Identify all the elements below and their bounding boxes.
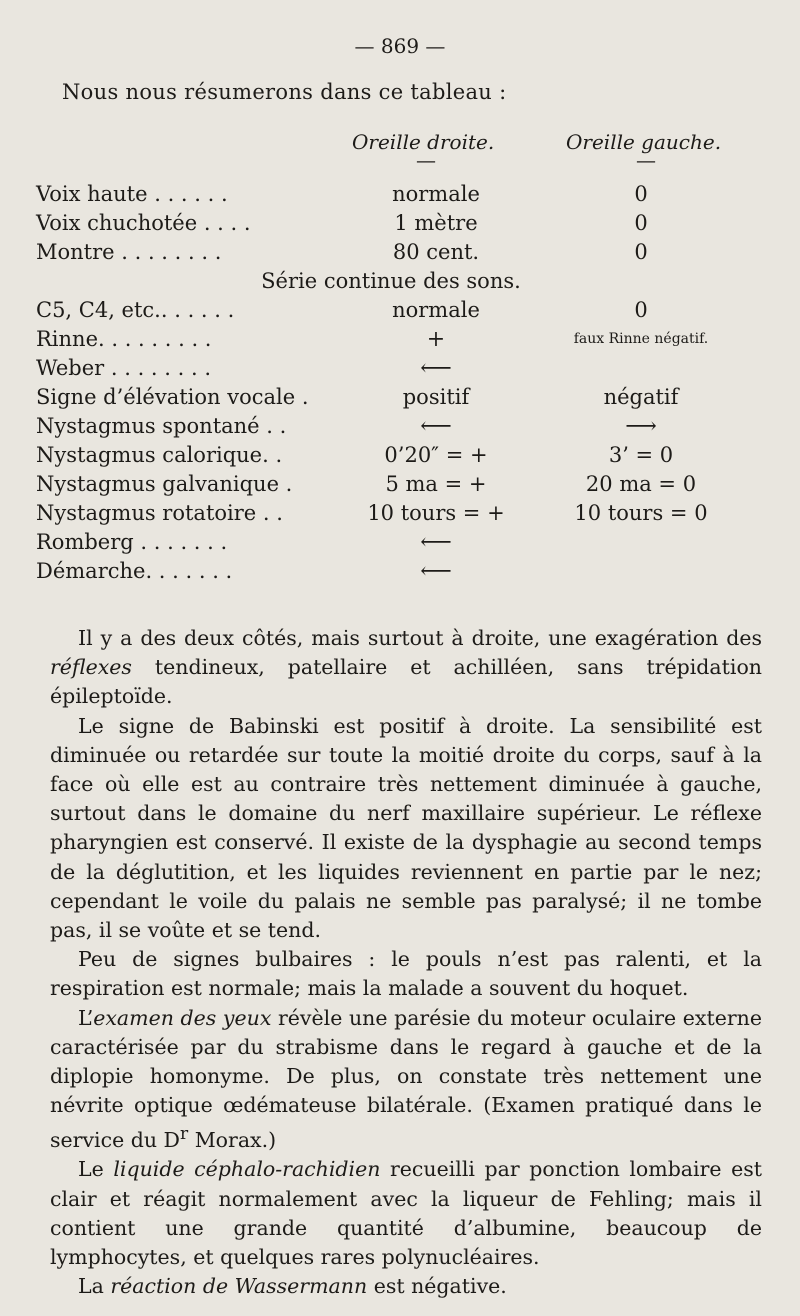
column-header-left: Oreille gauche. (566, 130, 722, 154)
right-ear-value: 10 tours = + (367, 501, 505, 525)
text-run: L’ (78, 1005, 94, 1030)
left-ear-value: 20 ma = 0 (585, 472, 697, 496)
left-ear-value: 0 (634, 298, 648, 322)
table-row (36, 209, 746, 238)
right-ear-value: + (426, 327, 446, 352)
page-number: — 869 — (354, 34, 446, 58)
ear-exam-table (36, 180, 746, 586)
left-arrow-icon: ⟵ (420, 414, 452, 439)
left-arrow-icon: ⟵ (420, 530, 452, 555)
right-ear-value: normale (392, 298, 480, 322)
left-ear-value: 0 (634, 182, 648, 206)
left-ear-value: faux Rinne négatif. (573, 331, 709, 347)
superscript: r (180, 1124, 189, 1145)
paragraph-wassermann (50, 1272, 762, 1301)
row-label: Démarche. . . . . . . (36, 559, 233, 583)
column-dash-right: — (416, 148, 436, 172)
italic-term: réaction de Wassermann (110, 1274, 368, 1299)
table-row (36, 441, 746, 470)
right-arrow-icon: ⟶ (625, 414, 657, 439)
table-section-row (36, 267, 746, 296)
table-row (36, 470, 746, 499)
column-dash-left: — (636, 148, 656, 172)
text-run: révèle une parésie du moteur oculaire externe caractérisée par du strabisme dans le regard à gauche et de la diplopie homonyme. De plus, on constate très nettement une névrite optique œdémateuse bilatérale. (Examen pratiqué dans le service du D (50, 1005, 762, 1153)
table-row (36, 296, 746, 325)
row-label: Weber . . . . . . . . (36, 356, 212, 380)
table-row (36, 412, 746, 441)
paragraph-reflexes (50, 624, 762, 712)
section-heading: Série continue des sons. (261, 269, 521, 293)
left-ear-value (536, 528, 746, 557)
row-label: Nystagmus calorique. . (36, 443, 283, 467)
text-run: tendineux, patellaire et achilléen, sans trépidation épileptoïde. (50, 655, 762, 709)
row-label: Nystagmus rotatoire . . (36, 501, 283, 525)
row-label: Signe d’élévation vocale . (36, 385, 309, 409)
text-run: Morax.) (188, 1128, 277, 1153)
left-ear-value: 10 tours = 0 (574, 501, 708, 525)
text-run: recueilli par ponction lombaire est clair et réagit normalement avec la liqueur de Fehling; mais il contient une grande quantité d’albumine, beaucoup de lymphocytes, et quelques rares polynucléaires. (50, 1157, 762, 1270)
italic-term: réflexes (50, 655, 132, 680)
row-label: Romberg . . . . . . . (36, 530, 228, 554)
table-row (36, 180, 746, 209)
right-ear-value: normale (392, 182, 480, 206)
table-row (36, 557, 746, 586)
right-ear-value: positif (402, 385, 470, 409)
paragraph-babinski: Le signe de Babinski est positif à droite. La sensibilité est diminuée ou retardée sur toute la moitié droite du corps, sauf à la face où elle est au contraire très nettement diminuée à gauche, surtout dans le domaine du nerf maxillaire supérieur. Le réflexe pharyngien est conservé. Il existe de la dysphagie au second temps de la déglutition, et les liquides reviennent en partie par le nez; cependant le voile du palais ne semble pas paralysé; il ne tombe pas, il se voûte et se tend. (50, 713, 762, 943)
row-label: Rinne. . . . . . . . . (36, 327, 212, 351)
left-ear-value: 0 (634, 240, 648, 264)
table-row (36, 354, 746, 383)
table-row (36, 528, 746, 557)
left-arrow-icon: ⟵ (420, 356, 452, 381)
row-label: Nystagmus spontané . . (36, 414, 287, 438)
table-row (36, 383, 746, 412)
left-ear-value (536, 354, 746, 383)
left-ear-value (536, 557, 746, 586)
text-run: Il y a des deux côtés, mais surtout à droite, une exagération des (78, 626, 762, 650)
italic-term: examen des yeux (93, 1005, 272, 1030)
left-ear-value: 3’ = 0 (608, 443, 674, 467)
right-ear-value: 0’20″ = + (384, 443, 488, 467)
row-label: Voix chuchotée . . . . (36, 211, 251, 235)
text-run: La (78, 1274, 111, 1299)
table-row (36, 238, 746, 267)
paragraph-eye-exam (50, 1004, 762, 1156)
left-ear-value: 0 (634, 211, 648, 235)
intro-sentence: Nous nous résumerons dans ce tableau : (62, 80, 507, 104)
body-text (50, 624, 762, 1302)
row-label: Montre . . . . . . . . (36, 240, 222, 264)
paragraph-csf (50, 1155, 762, 1272)
right-ear-value: 80 cent. (392, 240, 480, 264)
table-row (36, 499, 746, 528)
column-header-right: Oreille droite. (352, 130, 495, 154)
right-ear-value: 5 ma = + (385, 472, 487, 496)
row-label: Voix haute . . . . . . (36, 182, 228, 206)
left-ear-value: négatif (603, 385, 679, 409)
row-label: C5, C4, etc.. . . . . . (36, 298, 235, 322)
text-run: est négative. (367, 1274, 507, 1299)
paragraph-bulbar-signs: Peu de signes bulbaires : le pouls n’est pas ralenti, et la respiration est normale; mais la malade a souvent du hoquet. (50, 947, 762, 1001)
left-arrow-icon: ⟵ (420, 559, 452, 584)
text-run: Le (78, 1157, 114, 1182)
table-row (36, 325, 746, 354)
italic-term: liquide céphalo-rachidien (113, 1157, 381, 1182)
right-ear-value: 1 mètre (394, 211, 478, 235)
row-label: Nystagmus galvanique . (36, 472, 293, 496)
